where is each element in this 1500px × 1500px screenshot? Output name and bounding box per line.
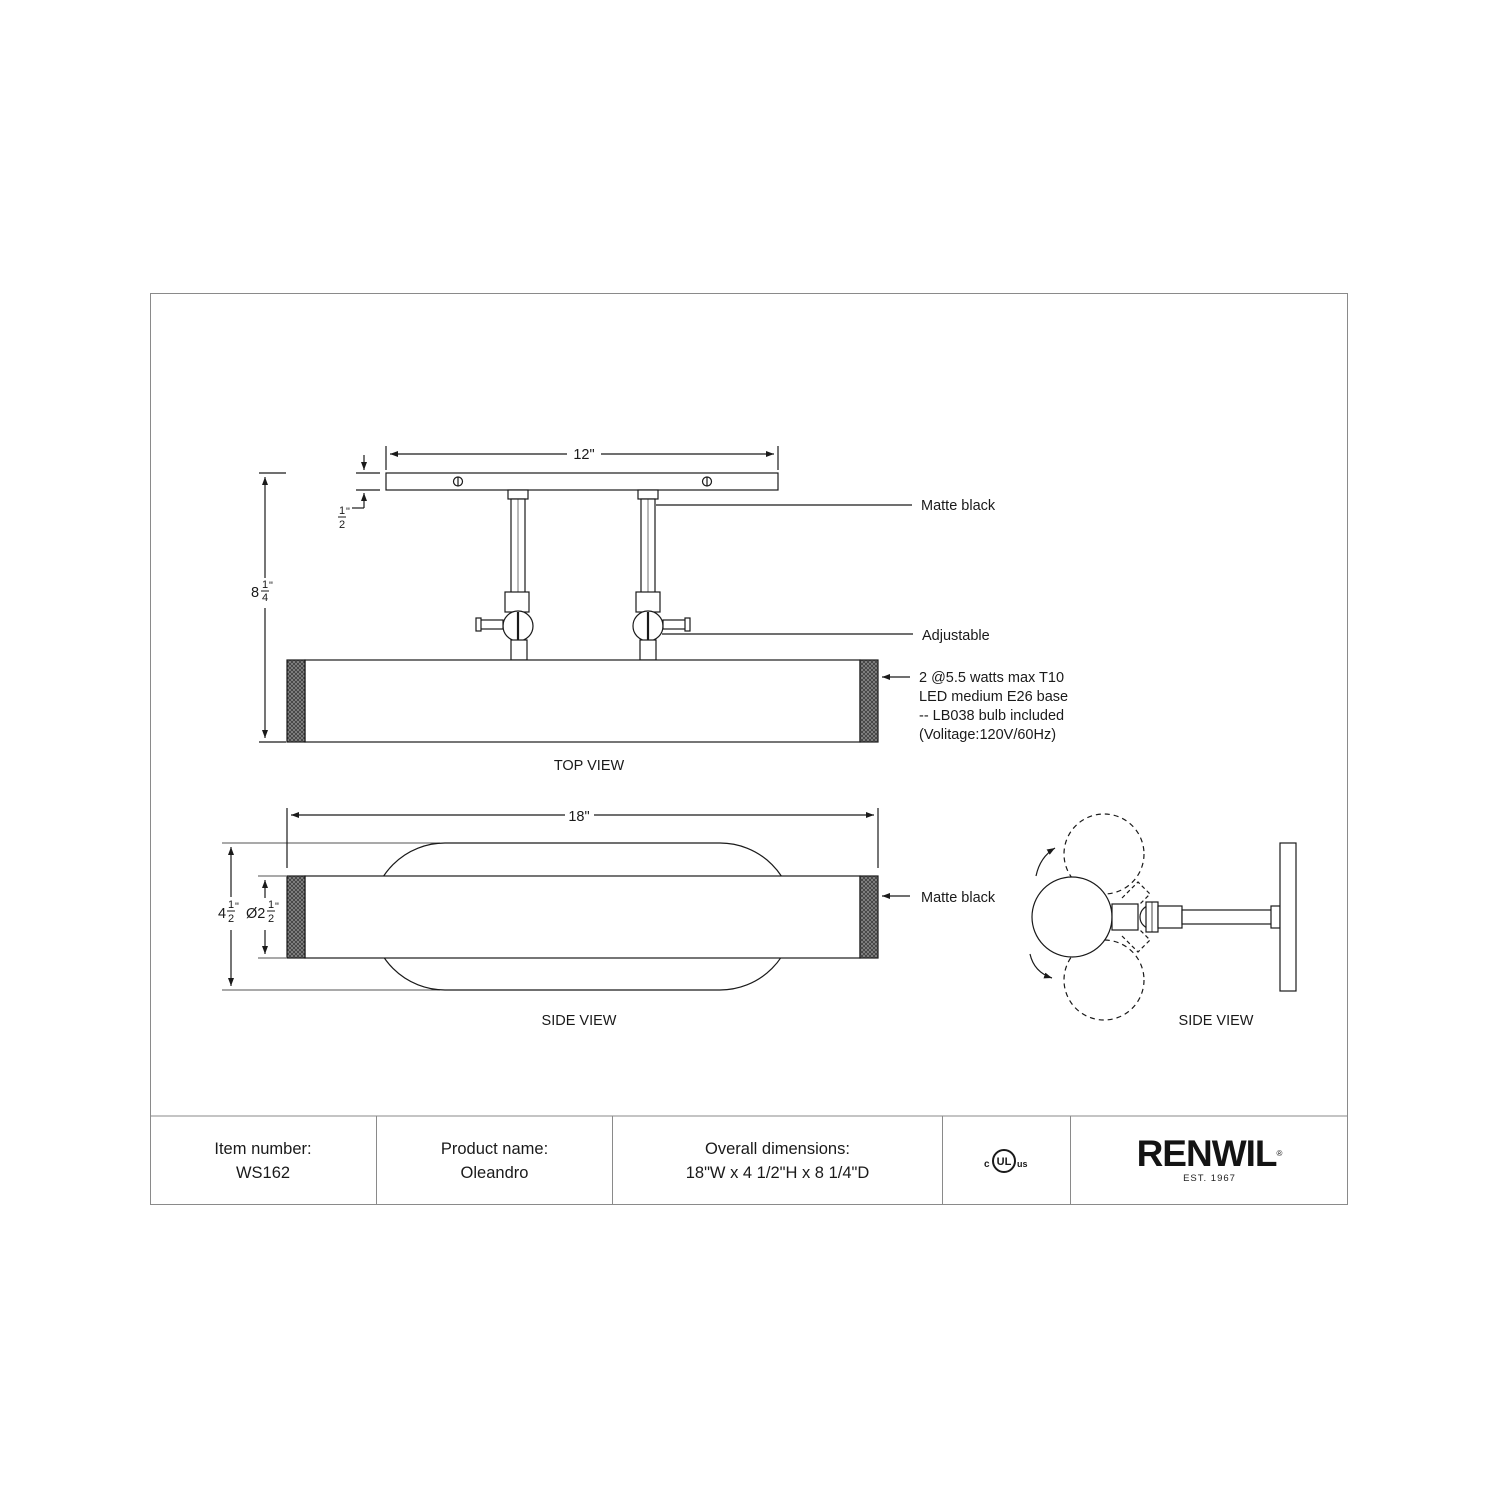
callout-bulb-line-2: LED medium E26 base: [919, 689, 1069, 705]
title-cell-item: [150, 1116, 377, 1205]
rotation-arrow-down: [1030, 954, 1052, 978]
overall-dimensions-label: Overall dimensions:: [705, 1139, 850, 1158]
brand-name: RENWIL: [1136, 1132, 1277, 1174]
top-thumbscrew-right: [663, 620, 686, 629]
side-endcap-right: [860, 876, 878, 958]
title-cell-product: [377, 1116, 613, 1205]
cert-us: us: [1016, 1158, 1028, 1169]
callout-bulb-line-3: -- LB038 bulb included: [919, 708, 1065, 724]
title-cell-dimensions: [613, 1116, 943, 1205]
rotation-arm: [1182, 910, 1272, 924]
side-dim-18-label: 18": [568, 809, 590, 825]
rotation-arrow-up: [1036, 848, 1055, 876]
top-dim-half-den: 2: [339, 519, 346, 531]
rotation-backplate: [1280, 843, 1296, 991]
top-dim-depth-den: 4: [262, 592, 269, 604]
top-knuckle-right-body: [636, 592, 660, 612]
side-dim-height-whole: 4: [218, 906, 227, 922]
brand-registered: ®: [1276, 1148, 1283, 1158]
callout-matte-black-top: Matte black: [921, 498, 996, 514]
callout-bulb-line-1: 2 @5.5 watts max T10: [919, 670, 1065, 686]
side-dim-height-num: 1: [228, 899, 235, 911]
side-dim-dia-den: 2: [268, 913, 275, 925]
side-dim-height-inch: ": [235, 901, 239, 913]
top-dim-depth-num: 1: [262, 579, 269, 591]
cert-c: c: [983, 1158, 990, 1170]
side-dim-dia-whole: Ø2: [246, 906, 266, 922]
side-view-caption: SIDE VIEW: [541, 1013, 617, 1029]
top-dim-depth-whole: 8: [251, 585, 260, 601]
top-arm-right-collar: [638, 490, 658, 499]
product-name-label: Product name:: [440, 1139, 549, 1158]
top-endcap-left: [287, 660, 305, 742]
top-dim-half-inch: ": [346, 506, 350, 518]
top-dim-depth-inch: ": [269, 580, 273, 592]
product-name-value: Oleandro: [460, 1163, 529, 1182]
top-knuckle-left-stem: [511, 640, 527, 660]
side-dim-dia-num: 1: [268, 899, 275, 911]
rotation-arm-end: [1271, 906, 1280, 928]
callout-matte-black-side: Matte black: [921, 890, 996, 906]
title-block: [150, 1116, 1348, 1205]
top-knuckle-right-stem: [640, 640, 656, 660]
side-dim-dia-inch: ": [275, 901, 279, 913]
top-thumbscrew-right-head: [685, 618, 690, 631]
rotation-knuckle-housing: [1112, 904, 1138, 930]
rotation-shade: [1032, 877, 1112, 957]
top-endcap-right: [860, 660, 878, 742]
title-cell-certification: [943, 1116, 1071, 1205]
item-number-value: WS162: [235, 1163, 291, 1182]
top-thumbscrew-left-head: [476, 618, 481, 631]
overall-dimensions-value: 18"W x 4 1/2"H x 8 1/4"D: [685, 1163, 870, 1182]
brand-logo: [1136, 1132, 1283, 1174]
callout-bulb-line-4: (Volitage:120V/60Hz): [919, 727, 1057, 743]
top-shade: [305, 660, 860, 742]
callout-adjustable: Adjustable: [922, 628, 990, 644]
top-thumbscrew-left: [480, 620, 503, 629]
brand-est: EST. 1967: [1183, 1172, 1236, 1184]
cul-us-certification-icon: [977, 1144, 1037, 1178]
side-view-right-caption: SIDE VIEW: [1178, 1013, 1254, 1029]
top-arm-left-collar: [508, 490, 528, 499]
top-view-caption: TOP VIEW: [553, 758, 625, 774]
side-endcap-left: [287, 876, 305, 958]
top-view: [259, 446, 913, 742]
top-dim-half-num: 1: [339, 505, 346, 517]
rotation-arm-collar: [1158, 906, 1182, 928]
side-dim-height-den: 2: [228, 913, 235, 925]
cert-ul: UL: [996, 1155, 1011, 1168]
title-cell-brand: [1071, 1116, 1348, 1205]
top-backplate: [386, 473, 778, 490]
side-view: [222, 808, 910, 990]
side-shade: [305, 876, 860, 958]
side-view-rotation: [1030, 814, 1296, 1020]
top-dim-12-label: 12": [573, 447, 595, 463]
top-knuckle-left-body: [505, 592, 529, 612]
item-number-label: Item number:: [214, 1139, 312, 1158]
